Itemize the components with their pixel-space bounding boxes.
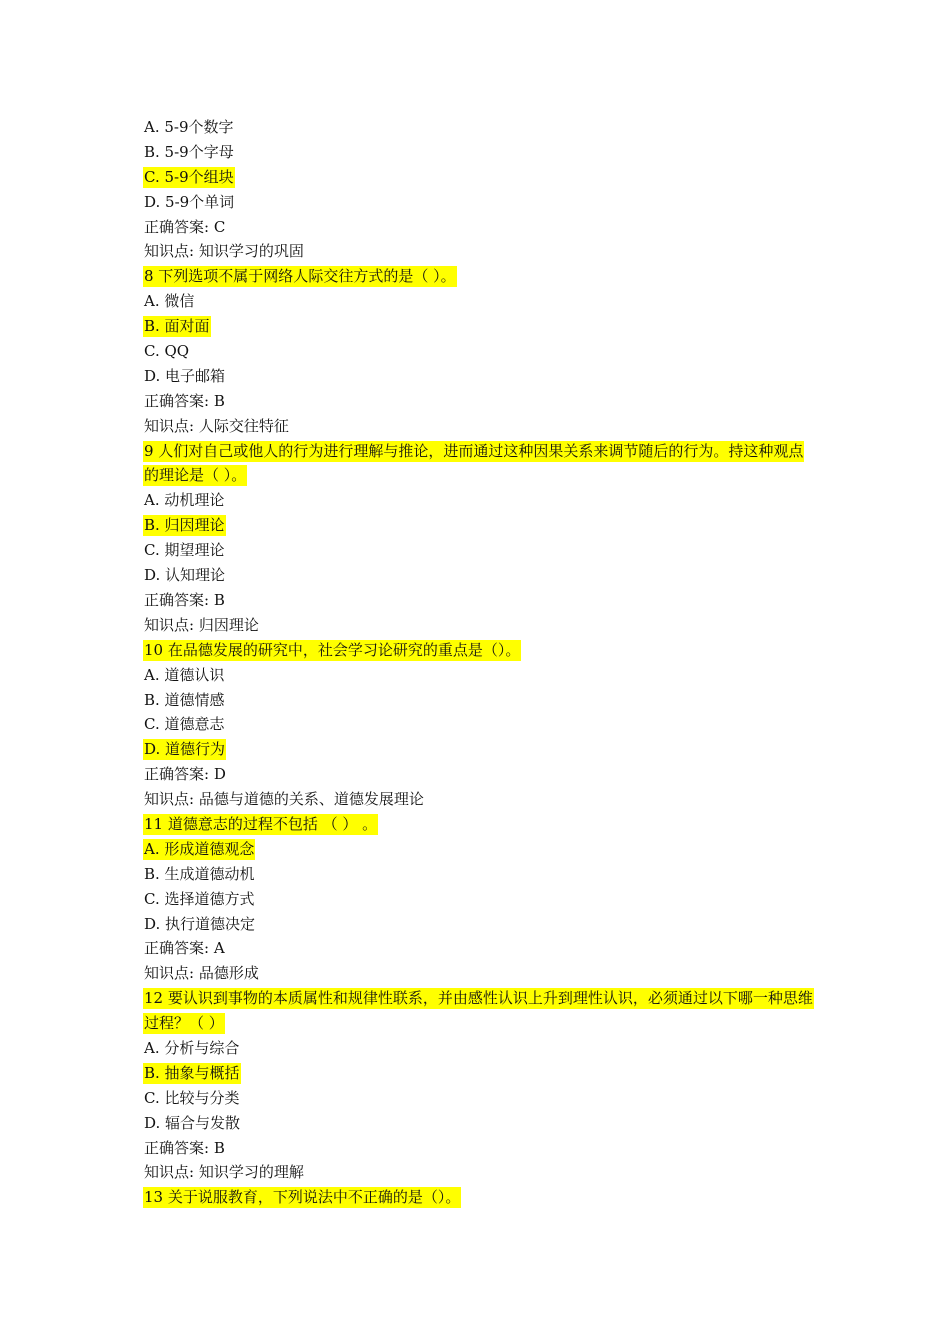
line-text: D. 电子邮箱 <box>144 366 226 385</box>
text-line <box>143 1136 813 1161</box>
line-text: 知识点: 品德与道德的关系、道德发展理论 <box>144 790 424 809</box>
line-text: D. 执行道德决定 <box>144 914 256 933</box>
line-text: C. 选择道德方式 <box>144 889 255 908</box>
line-text: 正确答案: B <box>144 391 225 410</box>
text-line <box>143 887 813 912</box>
highlighted-text: B. 抽象与概括 <box>144 1063 240 1082</box>
highlighted-text: 8 下列选项不属于网络人际交往方式的是（ ）。 <box>144 267 456 286</box>
text-line <box>143 314 813 339</box>
highlighted-text: C. 5-9个组块 <box>144 167 234 186</box>
text-line <box>143 513 813 538</box>
text-line <box>143 339 813 364</box>
text-line <box>143 638 813 663</box>
line-text: A. 微信 <box>144 292 195 311</box>
text-line <box>143 712 813 737</box>
text-line <box>143 140 813 165</box>
line-text: C. QQ <box>144 342 190 361</box>
line-text: C. 道德意志 <box>144 715 225 734</box>
text-line <box>143 936 813 961</box>
line-text: D. 认知理论 <box>144 566 226 585</box>
highlighted-text: D. 道德行为 <box>144 740 226 759</box>
text-line <box>143 115 813 140</box>
text-line <box>143 688 813 713</box>
line-text: 正确答案: D <box>144 765 226 784</box>
line-text: B. 生成道德动机 <box>144 864 255 883</box>
highlighted-text: 9 人们对自己或他人的行为进行理解与推论，进而通过这种因果关系来调节随后的行为。持这种观点的理论是（ ）。 <box>144 441 804 485</box>
text-line <box>143 190 813 215</box>
highlighted-text: B. 面对面 <box>144 317 210 336</box>
text-line <box>143 389 813 414</box>
text-line <box>143 862 813 887</box>
line-text: B. 道德情感 <box>144 690 225 709</box>
text-line <box>143 588 813 613</box>
line-text: 知识点: 知识学习的巩固 <box>144 242 304 261</box>
line-text: 知识点: 知识学习的理解 <box>144 1163 304 1182</box>
question-list <box>143 115 813 1210</box>
line-text: D. 5-9个单词 <box>144 192 235 211</box>
line-text: 知识点: 归因理论 <box>144 615 259 634</box>
text-line <box>143 1160 813 1185</box>
highlighted-text: A. 形成道德观念 <box>144 839 255 858</box>
text-line <box>143 215 813 240</box>
text-line <box>143 1036 813 1061</box>
text-line <box>143 961 813 986</box>
text-line <box>143 787 813 812</box>
line-text: C. 期望理论 <box>144 541 225 560</box>
text-line <box>143 488 813 513</box>
text-line <box>143 239 813 264</box>
text-line <box>143 439 813 489</box>
text-line <box>143 289 813 314</box>
text-line <box>143 737 813 762</box>
line-text: A. 分析与综合 <box>144 1038 240 1057</box>
highlighted-text: 13 关于说服教育，下列说法中不正确的是（）。 <box>144 1188 461 1207</box>
text-line <box>143 414 813 439</box>
highlighted-text: B. 归因理论 <box>144 516 225 535</box>
text-line <box>143 1111 813 1136</box>
line-text: 正确答案: B <box>144 1138 225 1157</box>
text-line <box>143 264 813 289</box>
line-text: A. 5-9个数字 <box>144 118 234 136</box>
line-text: 知识点: 品德形成 <box>144 964 259 983</box>
text-line <box>143 837 813 862</box>
text-line <box>143 812 813 837</box>
text-line <box>143 1061 813 1086</box>
text-line <box>143 364 813 389</box>
text-line <box>143 165 813 190</box>
text-line <box>143 986 813 1036</box>
line-text: D. 辐合与发散 <box>144 1113 241 1132</box>
line-text: B. 5-9个字母 <box>144 142 234 161</box>
line-text: 正确答案: C <box>144 217 226 236</box>
line-text: 正确答案: B <box>144 590 225 609</box>
highlighted-text: 12 要认识到事物的本质属性和规律性联系，并由感性认识上升到理性认识，必须通过以下哪一种思维过程？（ ） <box>144 989 813 1033</box>
text-line <box>143 613 813 638</box>
text-line <box>143 538 813 563</box>
line-text: 知识点: 人际交往特征 <box>144 416 289 435</box>
text-line <box>143 762 813 787</box>
text-line <box>143 663 813 688</box>
line-text: A. 动机理论 <box>144 491 225 510</box>
highlighted-text: 11 道德意志的过程不包括 （ ） 。 <box>144 814 378 833</box>
line-text: C. 比较与分类 <box>144 1088 240 1107</box>
text-line <box>143 1185 813 1210</box>
highlighted-text: 10 在品德发展的研究中，社会学习论研究的重点是（）。 <box>144 640 521 659</box>
text-line <box>143 1086 813 1111</box>
text-line <box>143 912 813 937</box>
line-text: A. 道德认识 <box>144 665 225 684</box>
text-line <box>143 563 813 588</box>
line-text: 正确答案: A <box>144 939 225 958</box>
